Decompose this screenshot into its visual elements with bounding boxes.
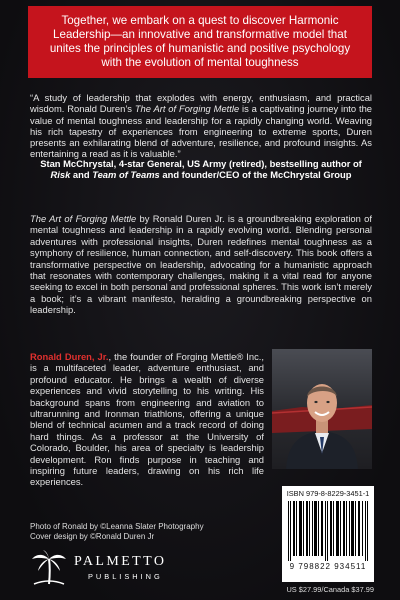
- tagline-banner: [28, 6, 372, 78]
- tagline-text: Together, we embark on a quest to discover Harmonic Leadership—an innovative and transformative model that unites the principles of humanistic and positive psychology with the evolution of mental toughness: [49, 13, 351, 70]
- attribution-book-1: Risk: [50, 169, 71, 181]
- barcode-icon: [288, 501, 368, 561]
- photo-credit-line: Photo of Ronald by ©Leanna Slater Photography: [30, 522, 204, 531]
- author-bio-text: , the founder of Forging Mettle® Inc., is a multifaceted leader, adventure enthusiast, and profound educator. He brings a wealth of diverse experiences and vivid storytelling to his writing. His background spans from engineering and aviation to ultrarunning and Ironman triathlons, offering a unique blend of technical acumen and a track record of doing hard things. As a professor at the University of Colorado, Boulder, his area of specialty is leadership development. Ron finds purpose in teaching and inspiring future leaders, drawing on his rich life experiences.: [30, 351, 264, 488]
- description-body: by Ronald Duren Jr. is a groundbreaking exploration of mental toughness and leadership in a rapidly evolving world. Blending personal adventures with professional insights, Duren redefines mental toughness as a symphony of resilience, human connection, and self-discovery. This book offers a transformative perspective on leadership, advocating for a humanistic approach that resonates with contemporary challenges, making it a vital read for anyone seeking to excel in both personal and professional spheres. This work isn’t merely a book; it’s a vibrant manifesto, heralding a groundbreaking perspective on leadership.: [30, 213, 372, 316]
- book-description: [30, 213, 372, 316]
- quote-book-title: The Art of Forging Mettle: [134, 103, 240, 115]
- cover-credit-line: Cover design by ©Ronald Duren Jr: [30, 532, 155, 541]
- palm-tree-icon: [30, 550, 68, 586]
- publisher-name: PALMETTO: [74, 554, 167, 569]
- publisher-subtitle: PUBLISHING: [88, 572, 163, 581]
- quote-text-end: is a captivating journey into the value of mental toughness and leadership for a rapidly changing world. Weaving his rich tapestry of experiences from engineering to extreme sports, Duren presents an exhilarating blend of adventure, resilience, and profound insights. As entertaining a read as it is valuable.”: [30, 103, 373, 160]
- publisher-logo: [30, 550, 190, 586]
- barcode-digits: 9 798822 934511: [289, 562, 367, 571]
- photo-credits: [30, 522, 270, 542]
- barcode-block: [282, 486, 374, 582]
- quote-text-start: “A study of leadership that explodes with energy, enthusiasm, and practical wisdom. Ronald Duren’s: [30, 92, 372, 115]
- description-book-title: The Art of Forging Mettle: [30, 213, 137, 224]
- endorsement-quote: [30, 92, 372, 160]
- attribution-author: Stan McChrystal, 4-star General, US Army (retired), bestselling author of: [40, 158, 362, 169]
- isbn-number: ISBN 979-8-8229-3451-1: [286, 489, 370, 498]
- author-photo: [272, 349, 372, 469]
- author-bio: [30, 351, 264, 488]
- price-label: US $27.99/Canada $37.99: [286, 585, 374, 594]
- attribution-book-2: Team of Teams: [92, 169, 160, 181]
- author-portrait-illustration: [272, 349, 372, 469]
- attribution-org: and founder/CEO of the McChrystal Group: [159, 169, 352, 181]
- attribution-and: and: [70, 169, 93, 181]
- author-name: Ronald Duren, Jr.: [30, 351, 109, 362]
- endorsement-attribution: [30, 158, 372, 181]
